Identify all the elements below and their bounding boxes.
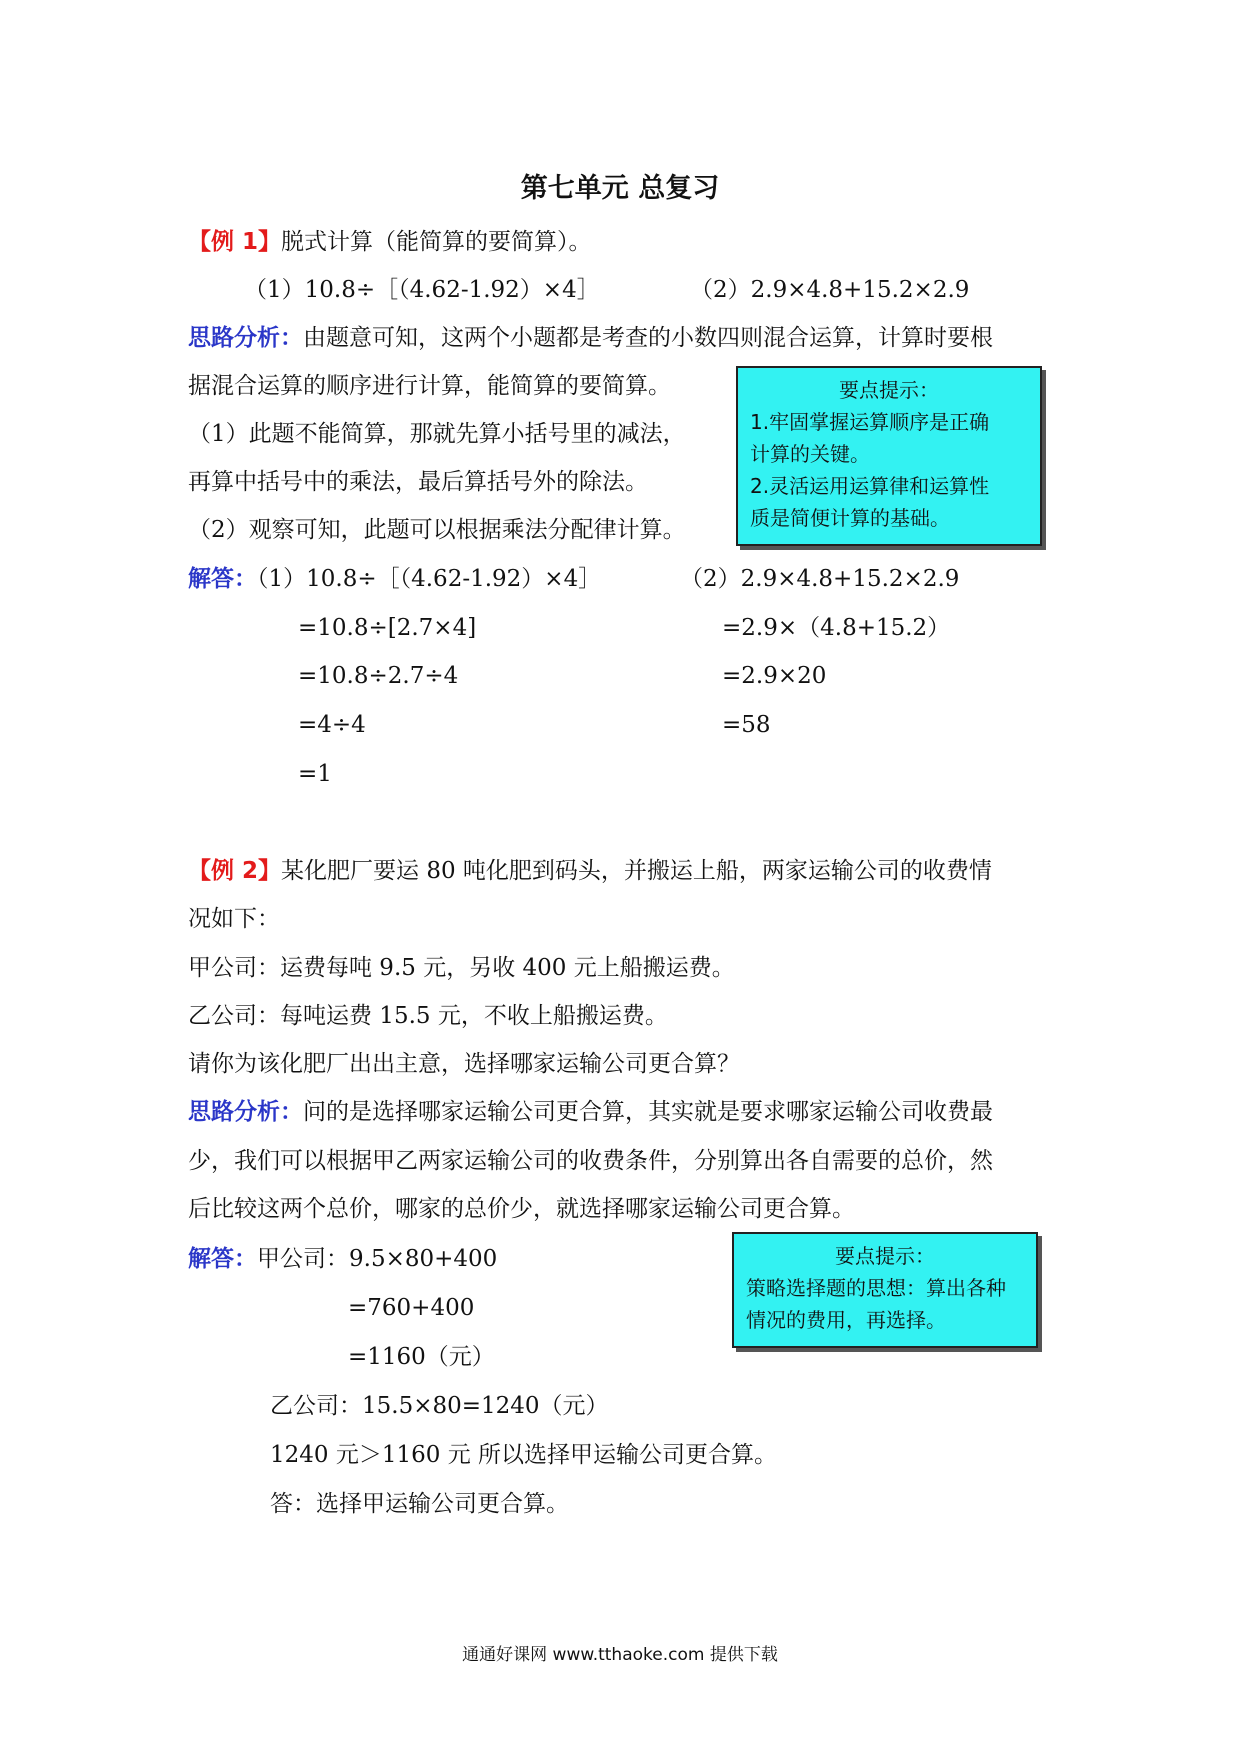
- page-title: 第七单元 总复习: [520, 173, 720, 204]
- tip-1-line-3: 质是简便计算的基础。: [750, 506, 950, 530]
- example-1-tag: 【例 1】: [188, 229, 282, 255]
- tip-1-line-0: 1.牢固掌握运算顺序是正确: [750, 410, 990, 434]
- answer-2-first: （2）2.9×4.8+15.2×2.9: [680, 566, 960, 592]
- answer-2-step: =58: [722, 712, 771, 738]
- answer-b-line: 乙公司：15.5×80=1240（元）: [270, 1393, 609, 1419]
- analysis-1-line-1: 据混合运算的顺序进行计算，能简算的要简算。: [188, 373, 671, 399]
- answer-1-step: =10.8÷2.7÷4: [298, 663, 459, 689]
- analysis-2-line-0: 思路分析：问的是选择哪家运输公司更合算，其实就是要求哪家运输公司收费最: [188, 1099, 993, 1125]
- analysis-2-line-2: 后比较这两个总价，哪家的总价少，就选择哪家运输公司更合算。: [188, 1196, 855, 1222]
- page-footer: 通通好课网 www.tthaoke.com 提供下载: [462, 1645, 778, 1665]
- tip-2-line-1: 情况的费用，再选择。: [746, 1308, 946, 1332]
- example-2-prompt: 某化肥厂要运 80 吨化肥到码头，并搬运上船，两家运输公司的收费情: [281, 858, 992, 884]
- analysis-1-label: 思路分析：: [188, 325, 303, 351]
- analysis-1-line-4: （2）观察可知，此题可以根据乘法分配律计算。: [188, 517, 686, 543]
- tip-box-1: [736, 366, 1042, 546]
- final-answer: 答：选择甲运输公司更合算。: [270, 1491, 569, 1517]
- example-1-heading: [188, 226, 592, 258]
- answer-1-step: =1: [298, 761, 332, 787]
- analysis-2-line-1: 少，我们可以根据甲乙两家运输公司的收费条件，分别算出各自需要的总价，然: [188, 1148, 993, 1174]
- answer-1-first: 解答：（1）10.8÷［（4.62-1.92）×4］: [188, 566, 602, 592]
- answer-2-step: =2.9×20: [722, 663, 827, 689]
- tip-1-line-1: 计算的关键。: [750, 442, 870, 466]
- analysis-1-line-2: （1）此题不能简算，那就先算小括号里的减法，: [188, 421, 686, 447]
- answer-2-step: =2.9×（4.8+15.2）: [722, 615, 951, 641]
- example-2-tag: 【例 2】: [188, 858, 282, 884]
- question-2: （2）2.9×4.8+15.2×2.9: [690, 277, 970, 303]
- answer-a-first: 解答：甲公司：9.5×80+400: [188, 1246, 498, 1272]
- compare-line: 1240 元＞1160 元 所以选择甲运输公司更合算。: [270, 1442, 777, 1468]
- answer-a-step: =760+400: [348, 1295, 475, 1321]
- tip-box-2: [732, 1232, 1038, 1348]
- tip-2-heading: 要点提示：: [835, 1244, 935, 1268]
- example-2-prompt-line: 况如下：: [188, 906, 280, 932]
- company-b-line: 乙公司：每吨运费 15.5 元，不收上船搬运费。: [188, 1003, 668, 1029]
- answer-1-step: =4÷4: [298, 712, 366, 738]
- analysis-1-line-3: 再算中括号中的乘法，最后算括号外的除法。: [188, 469, 648, 495]
- analysis-2-label: 思路分析：: [188, 1099, 303, 1125]
- tip-1-line-2: 2.灵活运用运算律和运算性: [750, 474, 990, 498]
- answer-1-step: =10.8÷[2.7×4]: [298, 615, 477, 641]
- example-2-heading: [188, 855, 992, 887]
- analysis-1-line-0: 思路分析：由题意可知，这两个小题都是考查的小数四则混合运算，计算时要根: [188, 325, 993, 351]
- company-a-line: 甲公司：运费每吨 9.5 元，另收 400 元上船搬运费。: [188, 955, 735, 981]
- answer-2-label: 解答：: [188, 1246, 257, 1272]
- tip-2-line-0: 策略选择题的思想：算出各种: [746, 1276, 1006, 1300]
- example-1-prompt: 脱式计算（能简算的要简算）。: [281, 229, 592, 255]
- question-1: （1）10.8÷［（4.62-1.92）×4］: [244, 277, 600, 303]
- tip-1-heading: 要点提示：: [839, 378, 939, 402]
- question-line: 请你为该化肥厂出出主意，选择哪家运输公司更合算？: [188, 1051, 740, 1077]
- answer-a-step: =1160（元）: [348, 1344, 495, 1370]
- answer-1-label: 解答：: [188, 566, 257, 592]
